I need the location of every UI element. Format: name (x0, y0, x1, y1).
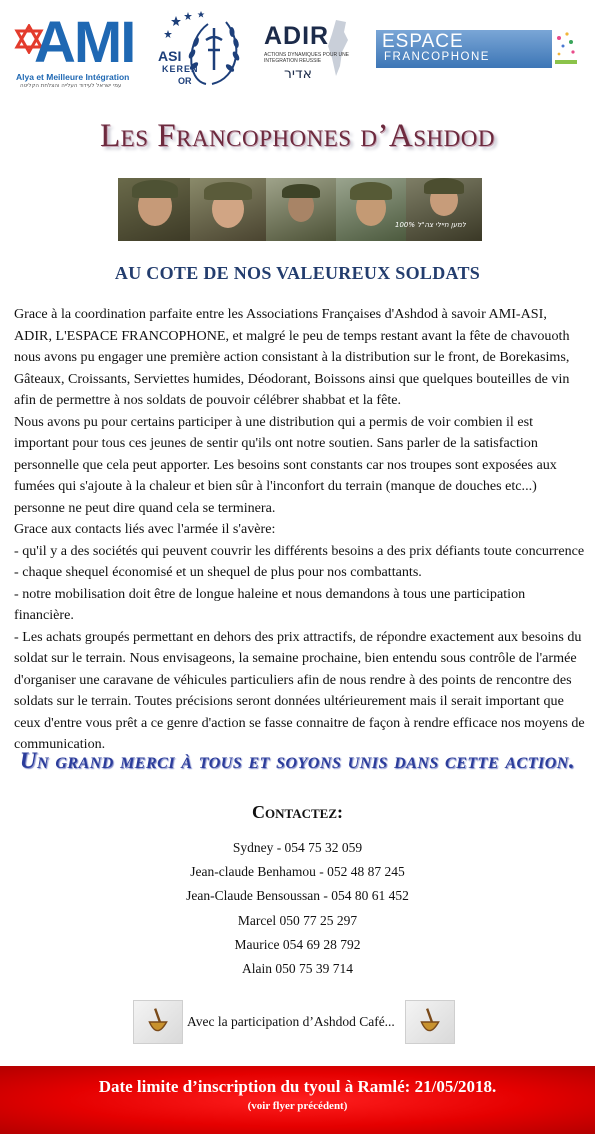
asi-keren-or-logo (156, 10, 252, 94)
espace-logo-line2: FRANCOPHONE (384, 51, 490, 63)
soldier-photo-5 (406, 178, 482, 241)
contact-heading: Contactez: (252, 802, 343, 822)
espace-logo-line1: ESPACE (382, 31, 464, 52)
thanks-message: Un grand merci à tous et soyons unis dans cette action. (19, 748, 576, 773)
cafe-sponsor-text: Avec la participation d’Ashdod Café... (187, 1014, 395, 1029)
asi-logo-keren: KEREN (162, 64, 199, 74)
list-item: - Les achats groupés permettant en dehors des prix attractifs, de répondre exactement aux besoins du soldat sur le terrain. Nous envisageons, la semaine prochaine, bien entendu sous contrôle de l'armée d'organiser une caravane de véhicules particuliers afin de nous rendre à des points de rencontre des soldats sur le terrain. Toutes précisions seront données ultérieurement mais il serait important que ceux d'entre vous prêt a ce genre d'action se fasse connaitre de façon à rendre efficace nos moyens de communication. (14, 628, 585, 752)
list-item: - notre mobilisation doit être de longue haleine et nous demandons à tous une participation financière. (14, 585, 526, 623)
cafe-sponsor (133, 1000, 457, 1044)
soldiers-photo-strip (118, 178, 482, 241)
article-body (14, 304, 586, 756)
section-subtitle: AU COTE DE NOS VALEUREUX SOLDATS (114, 263, 481, 283)
paragraph: Grace aux contacts liés avec l'armée il s'avère: (14, 521, 276, 537)
soldier-photo-1 (118, 178, 190, 241)
ami-logo-subtitle: Alya et Meilleure Intégration (16, 72, 130, 82)
contact-item: Marcel 050 77 25 297 (237, 912, 358, 928)
ami-logo (14, 12, 139, 92)
adir-logo (262, 18, 362, 92)
deadline-text: Date limite d’inscription du tyoul à Ramlé: 21/05/2018. (98, 1077, 497, 1096)
contact-item: Sydney - 054 75 32 059 (232, 840, 363, 855)
contact-item: Alain 050 75 39 714 (242, 961, 353, 977)
photo-caption: 100% למען חיילי צה"ל (395, 221, 466, 229)
contact-item: Jean-Claude Bensoussan - 054 80 61 452 (186, 888, 409, 904)
logo-bar (0, 8, 595, 94)
soldier-photo-2 (190, 178, 266, 241)
adir-logo-tagline: ACTIONS DYNAMIQUES POUR UNE INTEGRATION REUSSIE (264, 52, 350, 64)
confetti-icon (553, 30, 577, 68)
coffee-pot-icon (405, 1000, 455, 1044)
contact-list (0, 836, 595, 981)
paragraph: Nous avons pu pour certains participer à une distribution qui a permis de voir combien il est important pour tous ces jeunes de sentir qu'ils ont notre soutien. Sans parler de la satisfaction personnelle que cela peut apporter. Les besoins sont constants car nos troupes sont exposées aux fumées qui s'ajoute à la chaleur et bien sûr à l'inconfort du terrain (manque de douches etc...) personne ne peut dire quand cela se terminera. (14, 413, 557, 516)
adir-logo-hebrew: אדיר (284, 66, 313, 82)
list-item: - chaque shequel économisé et un shequel de plus pour nos combattants. (14, 564, 422, 580)
espace-francophone-logo (376, 30, 552, 68)
asi-logo-name: ASI (158, 48, 182, 64)
paragraph: Grace à la coordination parfaite entre les Associations Françaises d'Ashdod à savoir AMI-ASI, ADIR, L'ESPACE FRANCOPHONE, et malgré le peu de temps restant avant la fête de chavouoth nous avons pu engager une première action consistant à la distribution sur le front, de Borekasims, Gâteaux, Croissants, Serviettes humides, Déodorant, Boissons ainsi que quelques bouteilles de vin afin de permettre à nos soldats de pouvoir célébrer shabbat et la fête. (14, 306, 570, 408)
list-item: - qu'il y a des sociétés qui peuvent couvrir les différents besoins a des prix défiants toute concurrence (14, 542, 585, 559)
contact-item: Jean-claude Benhamou - 052 48 87 245 (190, 864, 405, 880)
deadline-note: (voir flyer précédent) (247, 1100, 348, 1112)
contact-item: Maurice 054 69 28 792 (234, 936, 361, 952)
deadline-banner (0, 1066, 595, 1134)
coffee-pot-icon (133, 1000, 183, 1044)
adir-logo-name: ADIR (264, 22, 330, 50)
asi-logo-or: OR (178, 76, 192, 86)
page-title: Les Francophones d’Ashdod (100, 118, 495, 154)
soldier-photo-3 (266, 178, 336, 241)
ami-logo-hebrew: עמי ישראל לעידוד העלייה והצלחת הקליטה (20, 83, 122, 89)
soldier-photo-4 (336, 178, 406, 241)
ami-logo-name: AMI (34, 10, 135, 75)
